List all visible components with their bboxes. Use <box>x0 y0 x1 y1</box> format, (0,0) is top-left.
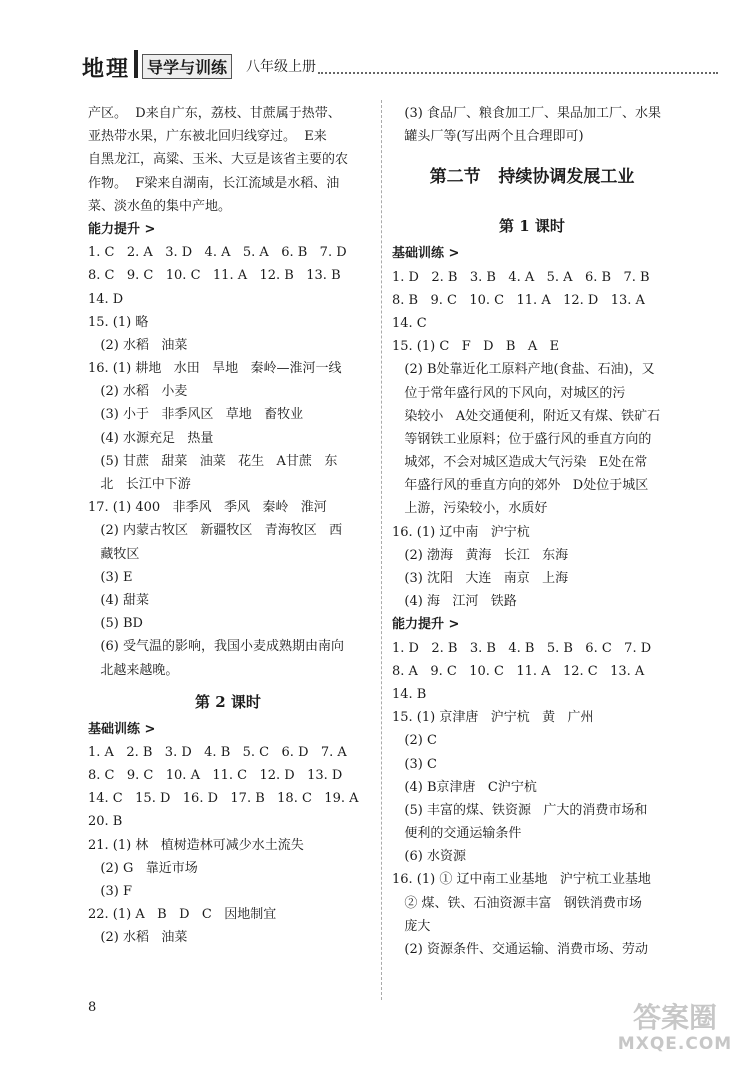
subject-title: 地理 <box>82 57 131 82</box>
answer-line: 15. (1) C F D B A E <box>392 339 560 355</box>
answer-line: 北 长江中下游 <box>88 477 191 492</box>
answer-line: (2) B处靠近化工原料产地(食盐、石油)，又 <box>392 362 655 378</box>
answer-line: (4) B京津唐 C沪宁杭 <box>392 779 537 795</box>
section-heading: 能力提升 > <box>88 221 156 237</box>
answer-line: 1. D 2. B 3. B 4. B 5. B 6. C 7. D <box>392 640 652 656</box>
answer-line: (2) 资源条件、交通运输、消费市场、劳动 <box>392 942 648 957</box>
chapter-heading: 第二节 持续协调发展工业 <box>429 167 635 188</box>
answer-line: 16. (1) 耕地 水田 旱地 秦岭—淮河一线 <box>88 361 342 377</box>
answer-line: (3) C <box>392 756 437 772</box>
answer-line: 8. B 9. C 10. C 11. A 12. D 13. A <box>392 292 645 308</box>
answer-line: 菜、淡水鱼的集中产地。 <box>88 198 232 214</box>
answer-line: 15. (1) 京津唐 沪宁杭 黄 广州 <box>392 710 594 726</box>
grade-label: 八年级上册 <box>246 59 316 75</box>
answer-line: (2) C <box>392 733 437 749</box>
answer-line: 14. C 15. D 16. D 17. B 18. C 19. A <box>88 791 359 807</box>
lesson-heading: 第 2 课时 <box>195 692 261 711</box>
answer-line: 16. (1) ① 辽中南工业基地 沪宁杭工业基地 <box>392 872 651 888</box>
answer-line: ② 煤、铁、石油资源丰富 钢铁消费市场 <box>392 895 642 911</box>
answer-line: 亚热带水果，广东被北回归线穿过。 E来 <box>88 129 327 145</box>
answer-line: (5) 甘蔗 甜菜 油菜 花生 A甘蔗 东 <box>88 453 338 469</box>
answer-line: 21. (1) 林 植树造林可减少水土流失 <box>88 837 304 853</box>
answer-line: (2) 内蒙古牧区 新疆牧区 青海牧区 西 <box>88 523 343 539</box>
answer-line: (6) 受气温的影响，我国小麦成熟期由南向 <box>88 639 344 655</box>
answer-line: 1. C 2. A 3. D 4. A 5. A 6. B 7. D <box>88 245 347 261</box>
answer-line: 15. (1) 略 <box>88 314 149 330</box>
answer-line: (3) 沈阳 大连 南京 上海 <box>392 571 569 586</box>
answer-line: (5) BD <box>88 616 143 632</box>
answer-line: (4) 水源充足 热量 <box>88 430 214 446</box>
series-title: 导学与训练 <box>142 54 232 79</box>
answer-line: (3) F <box>88 884 132 899</box>
answer-line: (2) G 靠近市场 <box>88 860 198 876</box>
answer-line: 位于常年盛行风的下风向，对城区的污 <box>392 385 626 401</box>
answer-line: 20. B <box>88 814 123 830</box>
answer-line: (4) 甜菜 <box>88 592 149 608</box>
answer-line: 14. B <box>392 686 427 702</box>
answer-line: 8. C 9. C 10. C 11. A 12. B 13. B <box>88 268 341 284</box>
page-number: 8 <box>88 1000 97 1015</box>
answer-line: 等钢铁工业原料；位于盛行风的垂直方向的 <box>392 431 652 447</box>
answer-line: (4) 海 江河 铁路 <box>392 594 517 610</box>
answer-line: (3) 食品厂、粮食加工厂、果品加工厂、水果 <box>392 106 661 121</box>
answer-line: (2) 水稻 油菜 <box>88 337 188 353</box>
header-mark <box>134 50 138 78</box>
answer-line: 产区。 D来自广东，荔枝、甘蔗属于热带、 <box>88 106 341 121</box>
lesson-heading: 第 1 课时 <box>499 217 565 236</box>
answer-line: 藏牧区 <box>88 546 140 562</box>
section-heading: 能力提升 > <box>392 617 460 633</box>
watermark-line-2: MXQE.COM <box>617 1034 733 1054</box>
answer-line: 自黑龙江，高粱、玉米、大豆是该省主要的农 <box>88 152 349 168</box>
answer-line: (2) 水稻 小麦 <box>88 384 188 400</box>
answer-line: 17. (1) 400 非季风 季风 秦岭 淮河 <box>88 500 327 516</box>
answer-line: (2) 渤海 黄海 长江 东海 <box>392 547 569 563</box>
answer-line: 便利的交通运输条件 <box>392 826 522 842</box>
section-heading: 基础训练 > <box>392 246 460 262</box>
answer-line: 罐头厂等(写出两个且合理即可) <box>392 129 584 145</box>
answer-line: 8. C 9. C 10. A 11. C 12. D 13. D <box>88 768 343 784</box>
page-header <box>78 48 718 84</box>
answer-line: 城郊，不会对城区造成大气污染 E处在常 <box>392 455 648 471</box>
left-answer-column <box>88 102 368 950</box>
answer-line: 作物。 F梁来自湖南，长江流域是水稻、油 <box>88 175 340 191</box>
answer-line: 庞大 <box>392 918 431 934</box>
answer-line: 年盛行风的垂直方向的郊外 D处位于城区 <box>392 478 649 494</box>
column-divider <box>381 100 382 1000</box>
answer-line: (2) 水稻 油菜 <box>88 930 188 946</box>
answer-line: 1. A 2. B 3. D 4. B 5. C 6. D 7. A <box>88 744 347 760</box>
watermark-logo <box>614 1002 736 1054</box>
right-answer-column <box>392 102 672 961</box>
answer-line: 上游，污染较小，水质好 <box>392 501 548 517</box>
answer-line: (3) E <box>88 569 133 585</box>
header-rule <box>318 72 718 74</box>
answer-line: 1. D 2. B 3. B 4. A 5. A 6. B 7. B <box>392 269 650 285</box>
answer-line: 22. (1) A B D C 因地制宜 <box>88 907 277 923</box>
answer-line: (6) 水资源 <box>392 849 466 865</box>
answer-line: 8. A 9. C 10. C 11. A 12. C 13. A <box>392 663 645 679</box>
answer-line: 14. D <box>88 291 124 307</box>
answer-line: 14. C <box>392 315 427 331</box>
answer-line: 北越来越晚。 <box>88 662 179 678</box>
answer-line: 16. (1) 辽中南 沪宁杭 <box>392 524 530 540</box>
answer-line: (5) 丰富的煤、铁资源 广大的消费市场和 <box>392 802 648 818</box>
section-heading: 基础训练 > <box>88 721 156 737</box>
answer-line: (3) 小于 非季风区 草地 畜牧业 <box>88 407 304 423</box>
watermark-line-1: 答案圈 <box>632 1001 717 1034</box>
answer-line: 染较小 A处交通便利，附近又有煤、铁矿石 <box>392 408 661 424</box>
